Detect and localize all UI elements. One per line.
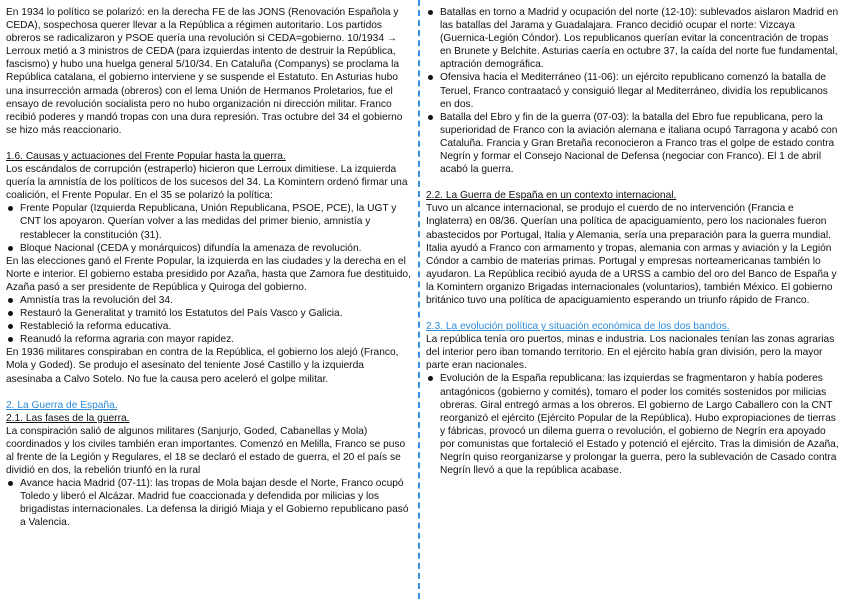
heading-2-2: 2.2. La Guerra de España en un contexto internacional. [426,190,677,202]
bullet-icon [428,115,433,120]
bullet-icon [8,311,13,316]
list-phases-left [6,477,411,529]
bullet-icon [8,246,13,251]
bullet-icon [428,75,433,80]
heading-1-6: 1.6. Causas y actuaciones del Frente Popular hasta la guerra. [6,150,286,162]
heading-2: 2. La Guerra de España. [6,399,118,411]
list-item: Bloque Nacional (CEDA y monárquicos) difundía la amenaza de revolución. [6,242,411,255]
bullet-icon [8,324,13,329]
bullet-icon [8,206,13,211]
list-item: Reanudó la reforma agraria con mayor rapidez. [6,333,411,346]
column-divider [418,0,420,599]
list-evolution [426,372,840,477]
list-measures [6,294,411,346]
paragraph-frente-popular: Los escándalos de corrupción (estraperlo) hicieron que Lerroux dimitiese. La izquierda quería la amnistía de los políticos de los sucesos del 34. La Komintern ordenó firmar una coalición, el Frente Popular. En el 35 se polarizó la política: [6,164,408,202]
paragraph-resources: La república tenía oro puertos, minas e industria. Los nacionales tenían las zonas agrarias del interior pero iban tomando territorio. En el ejército había gran división, pero la mayor parte eran nacionales. [426,334,835,372]
paragraph-elections: En las elecciones ganó el Frente Popular, la izquierda en las ciudades y la derecha en el Norte e interior. El gobierno estaba presidido por Azaña, hasta que Zamora fue destituido, Azaña pasó a ser presidente de República y Quiroga del gobierno. [6,255,411,293]
list-coalitions [6,202,411,254]
bullet-icon [428,376,433,381]
list-item: Batalla del Ebro y fin de la guerra (07-03): la batalla del Ebro fue republicana, pero la superioridad de Franco con la aviación alemana e italiana ocupó Tarragona y acabó con Cataluña. Francia y Gran Bretaña reconocieron a Franco tras el golpe de estado contra Negrín y formar el Consejo Nacional de Defensa (negociar con Franco). El 1 de abril acabó la guerra. [426,111,840,176]
bullet-icon [8,481,13,486]
bullet-icon [8,337,13,342]
paragraph-1934-polarization: En 1934 lo político se polarizó: en la derecha FE de las JONS (Renovación Española y CEDA), sospechosa querer llevar a la República a régimen autoritario. Los partidos obreros se radicalizaron y PSOE quería una revolución si CEDA=gobierno. 10/1934 → Lerroux metió a 3 ministros de CEDA (para izquierdas intento de destruir la República, fascismo) y hubo una huelga general 5/10/34. En Cataluña (Companys) se proclama la República catalana, el gobierno interviene y se suspende el Estatuto. En Asturias hubo una insurrección armada (obreros) con el lema Unión de Hermanos Proletarios, fue el ensayo de revolución socialista pero no hubo organización ni dirección militar. Franco recibió poderes y mandó tropas con una dura represión. Tras octubre del 34 el gobierno se hizo más reaccionario. [6,7,403,136]
list-item: Ofensiva hacia el Mediterráneo (11-06): un ejército republicano comenzó la batalla de Teruel, Franco contraatacó y consiguió llegar al Mediterráneo, dividía los republicanos en dos. [426,71,840,110]
heading-2-1: 2.1. Las fases de la guerra. [6,412,130,424]
bullet-icon [8,298,13,303]
paragraph-1936-conspiracy: En 1936 militares conspiraban en contra de la República, el gobierno los alejó (Franco, Mola y Goded). Se produjo el asesinato del teniente José Castillo y la izquierda asesinaba a Calvo Sotelo. No fue la causa pero aceleró el golpe militar. [6,347,399,385]
list-item: Evolución de la España republicana: las izquierdas se fragmentaron y había poderes antagónicos (gobierno y comités), tomaro el poder los comités sostenidos por milicias obreras. Giral entregó armas a los obreros. El gobierno de Largo Caballero con la CNT reorganizó el ejército (Ejército Popular de la República). Hubo expropiaciones de tierras y fábricas, provocó un dilema guerra o revolución, el gobierno de Negrín era apoyado por comunistas que fortaleció el Estado y potenció el ejército. Tras la dimisión de Azaña, Negrín quiso reorganizarse y prolongar la guerra, pero la sublevación de Casado contra Negrín llevó a que la república acabase. [426,372,840,477]
paragraph-conspiracy: La conspiración salió de algunos militares (Sanjurjo, Goded, Cabanellas y Mola) coordinados y los civiles también eran importantes. Comenzó en Melilla, Franco se puso al frente de la Legión y Regulares, el 18 se declaró el estado de guerra, el 20 el país se dividió en dos, la rebelión triunfó en la rural [6,425,406,477]
list-item: Batallas en torno a Madrid y ocupación del norte (12-10): sublevados aislaron Madrid en las batallas del Jarama y Guadalajara. Franco decidió ocupar el norte: Vizcaya (Guernica-Legión Cóndor). Los republicanos querían evitar la concentración de tropas en Brunete y Belchite. Asturias caería en octubre 37, la caída del norte fue fundamental, aptración demográfica. [426,6,840,71]
heading-2-3: 2.3. La evolución política y situación económica de los dos bandos. [426,321,730,333]
right-column [426,0,840,477]
list-item: Restauró la Generalitat y tramitó los Estatutos del País Vasco y Galicia. [6,307,411,320]
list-item: Restableció la reforma educativa. [6,320,411,333]
list-item: Avance hacia Madrid (07-11): las tropas de Mola bajan desde el Norte, Franco ocupó Toledo y liberó el Alcázar. Madrid fue coaccionada y defendida por milicias y los brigadistas internacionales. La defensa la dirigió Miaja y el Gobierno republicano pasó a Valencia. [6,477,411,529]
paragraph-international: Tuvo un alcance internacional, se produjo el cuerdo de no intervención (Francia e Inglaterra) en 08/36. Querían una política de apaciguamiento, pero los nacionales fueron abastecidos por Portugal, Italia y Alemania, sería una preparación para la guerra mundial. Italia ayudó a Franco con armamento y tropas, alemania con armas y aviación y la Legión Cóndor a cambio de materias primas. Portugal y empresas norteamericanas también lo ayudaron. La República recibió ayuda de a URSS a cambio del oro del Banco de España y la Komintern organizo Brigadas internacionales (voluntarios), también México. El gobierno británico tuvo una política de apaciguamiento esperando un triunfo rápido de Franco. [426,203,837,306]
list-phases-right [426,6,840,176]
left-column [6,0,411,530]
bullet-icon [428,10,433,15]
list-item: Amnistía tras la revolución del 34. [6,294,411,307]
list-item: Frente Popular (Izquierda Republicana, Unión Republicana, PSOE, PCE), la UGT y CNT los apoyaron. Querían volver a las medidas del primer bienio, amnistía y restablecer la constitución (31). [6,202,411,241]
